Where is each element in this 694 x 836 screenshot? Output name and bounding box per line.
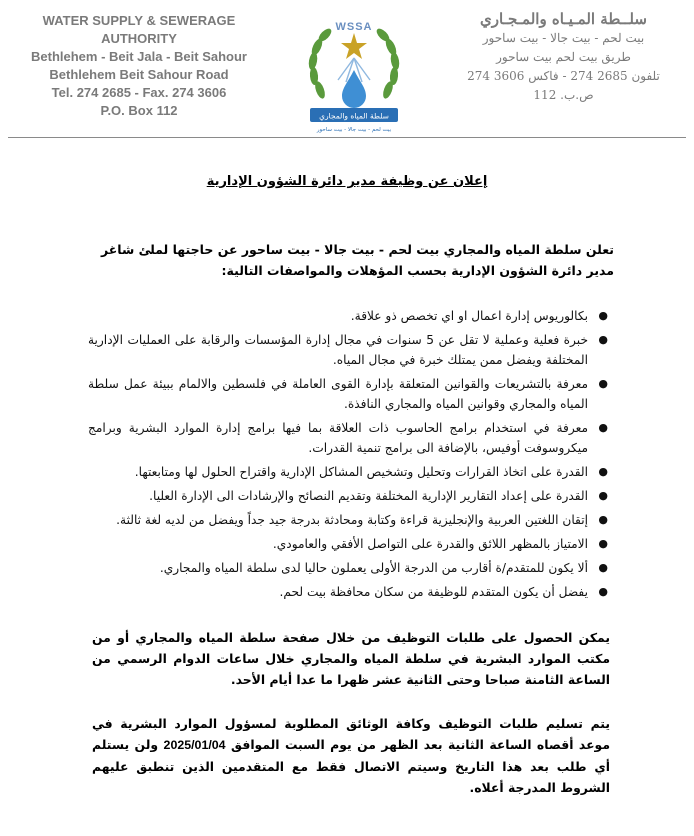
- announcement-intro: تعلن سلطة المياه والمجاري بيت لحم - بيت جالا - بيت ساحور عن حاجتها لملئ شاغر مدير دائرة الشؤون الإدارية بحسب المؤهلات والمواصفات التالية:: [100, 242, 614, 278]
- list-item: ● خبرة فعلية وعملية لا تقل عن 5 سنوات في مجال إدارة المؤسسات والرقابة على العمليات الإدارية المختلفة ويفضل ممن يمتلك خبرة في مجال المياه.: [88, 330, 610, 370]
- list-item: ● معرفة بالتشريعات والقوانين المتعلقة بإدارة القوى العاملة في فلسطين والالمام ببيئة عمل سلطة المياه والمجاري وقوانين المياه والمجاري النافذة.: [88, 374, 610, 414]
- requirements-list: [88, 306, 610, 606]
- water-drop-icon: [342, 70, 366, 108]
- wssa-logo: [298, 8, 410, 134]
- po-box: P.O. Box 112: [100, 103, 178, 118]
- bullet-icon: ●: [598, 513, 608, 526]
- arabic-po-box: ص.ب. 112: [533, 88, 594, 102]
- address-line-2: Bethlehem Beit Sahour Road: [49, 67, 229, 82]
- arabic-address-line-2: طريق بيت لحم بيت ساحور: [496, 50, 631, 64]
- list-item: ● معرفة في استخدام برامج الحاسوب ذات العلاقة بما فيها برامج إدارة الموارد البشرية وبرامج ميكروسوفت أوفيس، بالإضافة الى برامج تنمية القدرات.: [88, 418, 610, 458]
- application-forms-paragraph: يمكن الحصول على طلبات التوظيف من خلال صفحة سلطة المياه والمجاري أو من مكتب الموارد البشرية في سلطة المياه والمجاري خلال ساعات الدوام الرسمي من الساعة الثامنة صباحا وحتى الثانية عشر ظهرا ما عدا أيام الأحد.: [92, 630, 610, 687]
- deadline-date: 2025/01/04: [163, 738, 226, 752]
- bullet-icon: ●: [598, 309, 608, 322]
- announcement-title: إعلان عن وظيفة مدير دائرة الشؤون الإدارية: [206, 174, 488, 189]
- list-item: ● ألا يكون للمتقدم/ة أقارب من الدرجة الأولى يعملون حاليا لدى سلطة المياه والمجاري.: [88, 558, 610, 578]
- contact-phone-fax: Tel. 274 2685 - Fax. 274 3606: [51, 85, 227, 100]
- logo-acronym: WSSA: [335, 21, 373, 33]
- header-divider: [8, 137, 686, 138]
- star-icon: [341, 33, 367, 59]
- list-item: ● بكالوريوس إدارة اعمال او اي تخصص ذو علاقة.: [88, 306, 610, 326]
- list-item: ● القدرة على اتخاذ القرارات وتحليل وتشخيص المشاكل الإدارية واقتراح الحلول لها ومتابعتها.: [88, 462, 610, 482]
- org-name-arabic: سلــطة المـيـاه والمـجـاري: [480, 10, 647, 28]
- bullet-icon: ●: [598, 333, 608, 346]
- bullet-icon: ●: [598, 421, 608, 434]
- submission-deadline-paragraph: يتم تسليم طلبات التوظيف وكافة الوثائق المطلوبة لمسؤول الموارد البشرية في موعد أقصاه الساعة الثانية بعد الظهر من يوم السبت الموافق 2025/01/04 ولن يستلم أي طلب بعد هذا التاريخ وسيتم الاتصال فقط مع المتقدمين الذين تنطبق عليهم الشروط المدرجة أعلاه.: [92, 716, 610, 795]
- list-item: ● إتقان اللغتين العربية والإنجليزية قراءة وكتابة ومحادثة بدرجة جيد جداً ويفضل من لديه لغة ثالثة.: [88, 510, 610, 530]
- bullet-icon: ●: [598, 561, 608, 574]
- list-item: ● الامتياز بالمظهر اللائق والقدرة على التواصل الأفقي والعامودي.: [88, 534, 610, 554]
- list-item: ● القدرة على إعداد التقارير الإدارية المختلفة وتقديم النصائح والإرشادات الى الإدارة العليا.: [88, 486, 610, 506]
- arabic-address-line-1: بيت لحم - بيت جالا - بيت ساحور: [482, 31, 645, 45]
- arabic-letterhead: [441, 10, 686, 105]
- bullet-icon: ●: [598, 377, 608, 390]
- bullet-icon: ●: [598, 585, 608, 598]
- arabic-contact-phone-fax: تلفون 2685 274 - فاكس 3606 274: [467, 69, 660, 83]
- bullet-icon: ●: [598, 489, 608, 502]
- logo-subtitle: بيت لحم - بيت جالا - بيت ساحور: [316, 127, 392, 133]
- logo-banner-text: سلطة المياه والمجاري: [319, 111, 389, 121]
- address-line-1: Bethlehem - Beit Jala - Beit Sahour: [31, 49, 247, 64]
- bullet-icon: ●: [598, 537, 608, 550]
- org-name-english: WATER SUPPLY & SEWERAGE AUTHORITY: [42, 13, 236, 46]
- list-item: ● يفضل أن يكون المتقدم للوظيفة من سكان محافظة بيت لحم.: [88, 582, 610, 602]
- bullet-icon: ●: [598, 465, 608, 478]
- english-letterhead: [8, 12, 270, 120]
